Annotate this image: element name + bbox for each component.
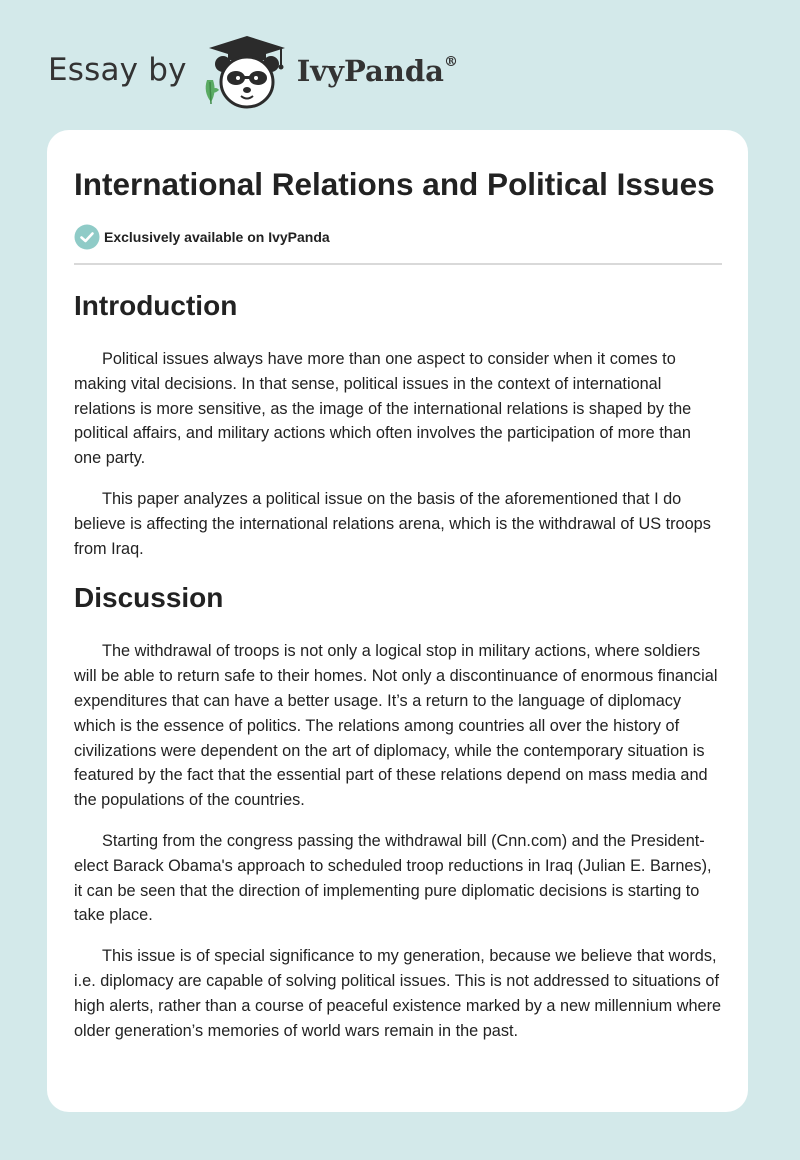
paragraph: This paper analyzes a political issue on the basis of the aforementioned that I do believe is affecting the international relations arena, which is the withdrawal of US troops from Iraq. <box>74 489 711 558</box>
site-header <box>48 34 458 110</box>
section-introduction <box>74 289 722 561</box>
section-heading: Discussion <box>74 582 224 614</box>
section-heading: Introduction <box>74 290 238 321</box>
registered-mark: ® <box>443 54 458 71</box>
article-title: International Relations and Political Issues <box>74 166 715 202</box>
brand-prefix: Essay by <box>48 52 187 88</box>
paragraph: This issue is of special significance to my generation, because we believe that words, i.e. diplomacy are capable of solving political issues. This is not addressed to situations of high alerts, rather than a course of peaceful existence marked by a new millennium where older generation’s memories of world wars remain in the past. <box>74 947 722 1040</box>
paragraph: Political issues always have more than one aspect to consider when it comes to making vital decisions. In that sense, political issues in the context of international relations is more sensitive, as the image of the international relations is shaped by the political affairs, and military actions which often involves the participation of more than one party. <box>74 350 692 468</box>
paragraph: Starting from the congress passing the withdrawal bill (Cnn.com) and the President-elect Barack Obama's approach to scheduled troop reductions in Iraq (Julian E. Barnes), it can be seen that the direction of implementing pure diplomatic decisions is starting to take place. <box>74 831 712 925</box>
exclusive-badge <box>74 223 722 251</box>
section-discussion <box>74 581 722 1043</box>
paragraph: The withdrawal of troops is not only a logical stop in military actions, where soldiers will be able to return safe to their homes. Not only a discontinuance of enormous financial expenditures that can have a better usage. It’s a return to the language of diplomacy which is the essence of politics. The relations among countries all over the history of civilizations were dependent on the art of diplomacy, while the contemporary situation is featured by the fact that the essential part of these relations depend on mass media and the populations of the countries. <box>74 642 718 810</box>
exclusive-badge-label: Exclusively available on IvyPanda <box>104 229 330 245</box>
panda-logo-icon[interactable] <box>201 34 293 110</box>
divider <box>74 263 722 265</box>
check-circle-icon <box>74 224 100 250</box>
brand-name: IvyPanda® <box>296 54 458 88</box>
article-card <box>47 130 748 1112</box>
